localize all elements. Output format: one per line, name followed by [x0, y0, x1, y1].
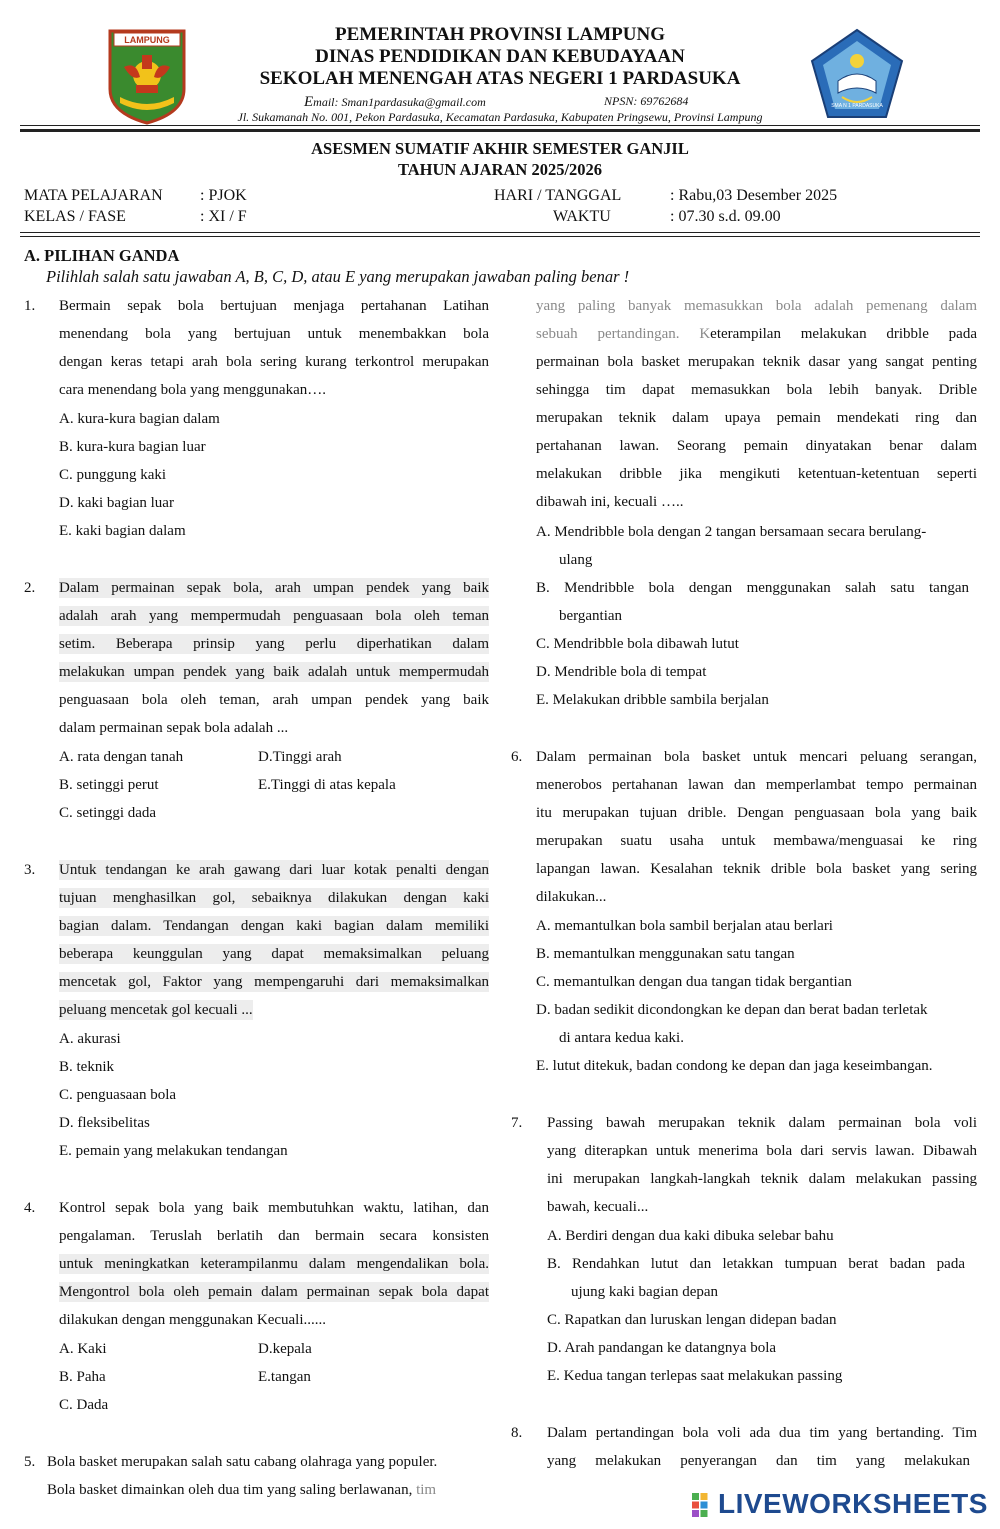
question-text: dalam permainan sepak bola adalah ... — [59, 720, 289, 736]
answer-option[interactable]: C. memantulkan dengan dua tangan tidak bergantian — [536, 974, 852, 990]
answer-option[interactable]: C. punggung kaki — [59, 467, 167, 483]
question-text: bawah, kecuali... — [547, 1199, 649, 1215]
answer-option[interactable]: C. penguasaan bola — [59, 1087, 177, 1103]
answer-option[interactable]: C. Rapatkan dan luruskan lengan didepan badan — [547, 1312, 837, 1328]
question-text: Bermain sepak bola bertujuan menjaga pertahanan Latihan — [59, 298, 489, 314]
school-title: SEKOLAH MENENGAH ATAS NEGERI 1 PARDASUKA — [259, 68, 741, 89]
exam-title: ASESMEN SUMATIF AKHIR SEMESTER GANJIL — [311, 139, 689, 158]
answer-option-cont[interactable]: ulang — [559, 552, 593, 568]
answer-option-cont[interactable]: ujung kaki bagian depan — [571, 1284, 719, 1300]
answer-option[interactable]: C. Dada — [59, 1397, 109, 1413]
question-number: 1. — [24, 298, 36, 314]
answer-option[interactable]: C. Mendribble bola dibawah lutut — [536, 636, 739, 652]
subject-value: : PJOK — [200, 187, 247, 204]
section-title: A. PILIHAN GANDA — [24, 246, 180, 265]
question-text-grey: sebuah pertandingan. K — [536, 326, 711, 342]
answer-option[interactable]: B. setinggi perut — [59, 777, 159, 793]
email-initial: E — [304, 94, 314, 110]
question-text: adalah arah yang mempermudah penguasaan bola oleh teman — [59, 608, 489, 624]
question-text: yang melakukan penyerangan dan tim yang melakukan — [547, 1453, 970, 1469]
question-text: Mengontrol bola oleh pemain dalam permainan sepak bola dapat — [59, 1284, 489, 1300]
gov-title: PEMERINTAH PROVINSI LAMPUNG — [334, 24, 666, 45]
answer-option[interactable]: A. akurasi — [59, 1031, 121, 1047]
question-text: dibawah ini, kecuali ….. — [536, 494, 684, 510]
question-text: pengalaman. Teruslah berlatih dan bermain secara konsisten — [59, 1228, 489, 1244]
question-text-part: eterampilan melakukan dribble pada — [710, 326, 977, 342]
question-number: 3. — [24, 862, 36, 878]
question-text: Bola basket merupakan salah satu cabang olahraga yang populer. — [47, 1454, 438, 1470]
question-text: melakukan dribble jika mengikuti ketentuan-ketentuan seperti — [536, 466, 977, 482]
answer-option[interactable]: E. kaki bagian dalam — [59, 523, 186, 539]
exam-year: TAHUN AJARAN 2025/2026 — [397, 160, 603, 179]
header-rule — [20, 125, 980, 126]
question-text: menerobos pertahanan lawan dan memperlambat tempo permainan — [536, 777, 977, 793]
question-text: Passing bawah merupakan teknik dalam permainan bola voli — [547, 1115, 977, 1131]
info-rule-second — [20, 236, 980, 237]
question-text — [47, 1480, 436, 1500]
section-instruction: Pilihlah salah satu jawaban A, B, C, D, atau E yang merupakan jawaban paling benar ! — [46, 267, 630, 286]
question-text: dengan keras tetapi arah bola sering kurang terkontrol merupakan — [59, 354, 489, 370]
answer-option[interactable]: D. Arah pandangan ke datangnya bola — [547, 1340, 777, 1356]
question-text-grey: yang paling banyak memasukkan bola adalah pemenang dalam — [536, 298, 977, 314]
question-text: Untuk tendangan ke arah gawang dari luar kotak penalti dengan — [59, 862, 489, 878]
time-value: : 07.30 s.d. 09.00 — [670, 208, 781, 225]
question-text: penguasaan bola oleh teman, arah umpan pendek yang baik — [59, 692, 489, 708]
day-label: HARI / TANGGAL — [494, 187, 622, 204]
emblem-label: LAMPUNG — [124, 35, 170, 45]
answer-option[interactable]: B. memantulkan menggunakan satu tangan — [536, 946, 795, 962]
subject-label: MATA PELAJARAN — [24, 187, 163, 204]
question-text: Dalam permainan bola basket untuk mencari peluang serangan, — [536, 749, 977, 765]
answer-option[interactable]: B. Rendahkan lutut dan letakkan tumpuan berat badan pada — [547, 1256, 965, 1272]
liveworksheets-logo-icon — [692, 1493, 716, 1517]
question-text: mencetak gol, Faktor yang mempengaruhi dari memaksimalkan — [59, 974, 489, 990]
answer-option[interactable]: D.kepala — [258, 1341, 312, 1357]
question-text: sehingga tim dapat memasukkan bola lebih banyak. Drible — [536, 382, 977, 398]
answer-option-cont[interactable]: bergantian — [559, 608, 623, 624]
answer-option[interactable]: A. Mendribble bola dengan 2 tangan bersamaan secara berulang- — [536, 524, 927, 540]
question-text: setim. Beberapa prinsip yang perlu diperhatikan dalam — [59, 636, 489, 652]
school-npsn: NPSN: 69762684 — [604, 94, 689, 108]
answer-option[interactable]: B. teknik — [59, 1059, 114, 1075]
class-label: KELAS / FASE — [24, 208, 126, 225]
answer-option[interactable]: A. Kaki — [59, 1341, 107, 1357]
answer-option[interactable]: D. Mendrible bola di tempat — [536, 664, 707, 680]
question-text: peluang mencetak gol kecuali ... — [59, 1002, 253, 1018]
question-text: Dalam permainan sepak bola, arah umpan pendek yang baik — [59, 580, 489, 596]
question-text: ini merupakan langkah-langkah teknik dalam melakukan passing — [547, 1171, 977, 1187]
answer-option[interactable]: A. memantulkan bola sambil berjalan atau berlari — [536, 918, 833, 934]
question-text: permainan bola basket merupakan teknik dasar yang sangat penting — [536, 354, 977, 370]
answer-option[interactable]: E.tangan — [258, 1369, 311, 1385]
answer-option[interactable]: E. Melakukan dribble sambila berjalan — [536, 692, 769, 708]
liveworksheets-brand[interactable]: LIVEWORKSHEETS — [718, 1488, 988, 1519]
question-number: 2. — [24, 580, 36, 596]
question-text: cara menendang bola yang menggunakan…. — [59, 382, 326, 398]
school-address: Jl. Sukamanah No. 001, Pekon Pardasuka, Kecamatan Pardasuka, Kabupaten Pringsewu, Provinsi Lampung — [237, 110, 763, 124]
school-email — [304, 94, 486, 111]
question-number: 7. — [511, 1115, 523, 1131]
class-value: : XI / F — [200, 208, 247, 225]
question-text: dilakukan dengan menggunakan Kecuali...... — [59, 1312, 326, 1328]
time-label: WAKTU — [553, 208, 611, 225]
question-text: menendang bola yang bertujuan untuk menembakkan bola — [59, 326, 489, 342]
question-text: lapangan lawan. Kesalahan teknik drible bola basket yang sering — [536, 861, 977, 877]
question-text: yang diterapkan untuk menerima bola dari servis lawan. Dibawah — [547, 1143, 977, 1159]
question-text: melakukan umpan pendek yang baik adalah untuk mempermudah — [59, 664, 489, 680]
question-text: Dalam pertandingan bola voli ada dua tim yang bertanding. Tim — [547, 1425, 977, 1441]
question-number: 6. — [511, 749, 523, 765]
day-value: : Rabu,03 Desember 2025 — [670, 187, 838, 204]
answer-option[interactable]: D. kaki bagian luar — [59, 495, 174, 511]
question-text: bagian dalam. Tendangan dengan kaki bagian dalam memiliki — [59, 918, 489, 934]
question-text: dilakukan... — [536, 889, 607, 905]
question-text: tujuan menghasilkan gol, sebaiknya dilakukan dengan kaki — [59, 890, 489, 906]
question-number: 5. — [24, 1454, 36, 1470]
question-text: merupakan suatu usaha untuk membawa/menguasai ke ring — [536, 833, 977, 849]
question-text: beberapa keunggulan yang dapat memaksimalkan peluang — [59, 946, 489, 962]
question-text: pertahanan lawan. Seorang pemain dinyatakan benar dalam — [536, 438, 977, 454]
question-number: 8. — [511, 1425, 523, 1441]
answer-option-cont[interactable]: di antara kedua kaki. — [559, 1030, 684, 1046]
question-number: 4. — [24, 1200, 36, 1216]
answer-option[interactable]: B. Mendribble bola dengan menggunakan salah satu tangan — [536, 580, 969, 596]
answer-option[interactable]: D. fleksibelitas — [59, 1115, 150, 1131]
question-text: itu merupakan tujuan drible. Dengan penguasaan bola yang baik — [536, 805, 977, 821]
header-rule-thick — [20, 129, 980, 132]
question-text: untuk meningkatkan keterampilanmu dalam mengendalikan bola. — [59, 1256, 489, 1272]
answer-option[interactable]: E. lutut ditekuk, badan condong ke depan dan jaga keseimbangan. — [536, 1058, 933, 1074]
question-text-part: Bola basket dimainkan oleh dua tim yang saling berlawanan, — [47, 1482, 417, 1498]
dept-title: DINAS PENDIDIKAN DAN KEBUDAYAAN — [315, 46, 685, 67]
question-text: merupakan teknik dalam upaya pemain mendekati ring dan — [536, 410, 977, 426]
answer-option[interactable]: C. setinggi dada — [59, 805, 157, 821]
answer-option[interactable]: E.Tinggi di atas kepala — [258, 777, 396, 793]
school-logo-text: SMA N 1 PARDASUKA — [831, 103, 883, 109]
answer-option[interactable]: E. pemain yang melakukan tendangan — [59, 1143, 288, 1159]
email-text: mail: Sman1pardasuka@gmail.com — [313, 95, 486, 109]
question-text: Kontrol sepak bola yang baik membutuhkan waktu, latihan, dan — [59, 1200, 489, 1216]
answer-option[interactable]: D. badan sedikit dicondongkan ke depan dan berat badan terletak — [536, 1002, 928, 1018]
question-text-grey: tim — [416, 1482, 437, 1498]
info-rule — [20, 232, 980, 233]
answer-option[interactable]: E. Kedua tangan terlepas saat melakukan passing — [547, 1368, 843, 1384]
answer-option[interactable]: B. Paha — [59, 1369, 106, 1385]
answer-option[interactable]: A. Berdiri dengan dua kaki dibuka selebar bahu — [547, 1228, 834, 1244]
answer-option[interactable]: D.Tinggi arah — [258, 749, 342, 765]
answer-option[interactable]: A. kura-kura bagian dalam — [59, 411, 220, 427]
answer-option[interactable]: B. kura-kura bagian luar — [59, 439, 206, 455]
answer-option[interactable]: A. rata dengan tanah — [59, 749, 184, 765]
question-text — [536, 324, 977, 344]
